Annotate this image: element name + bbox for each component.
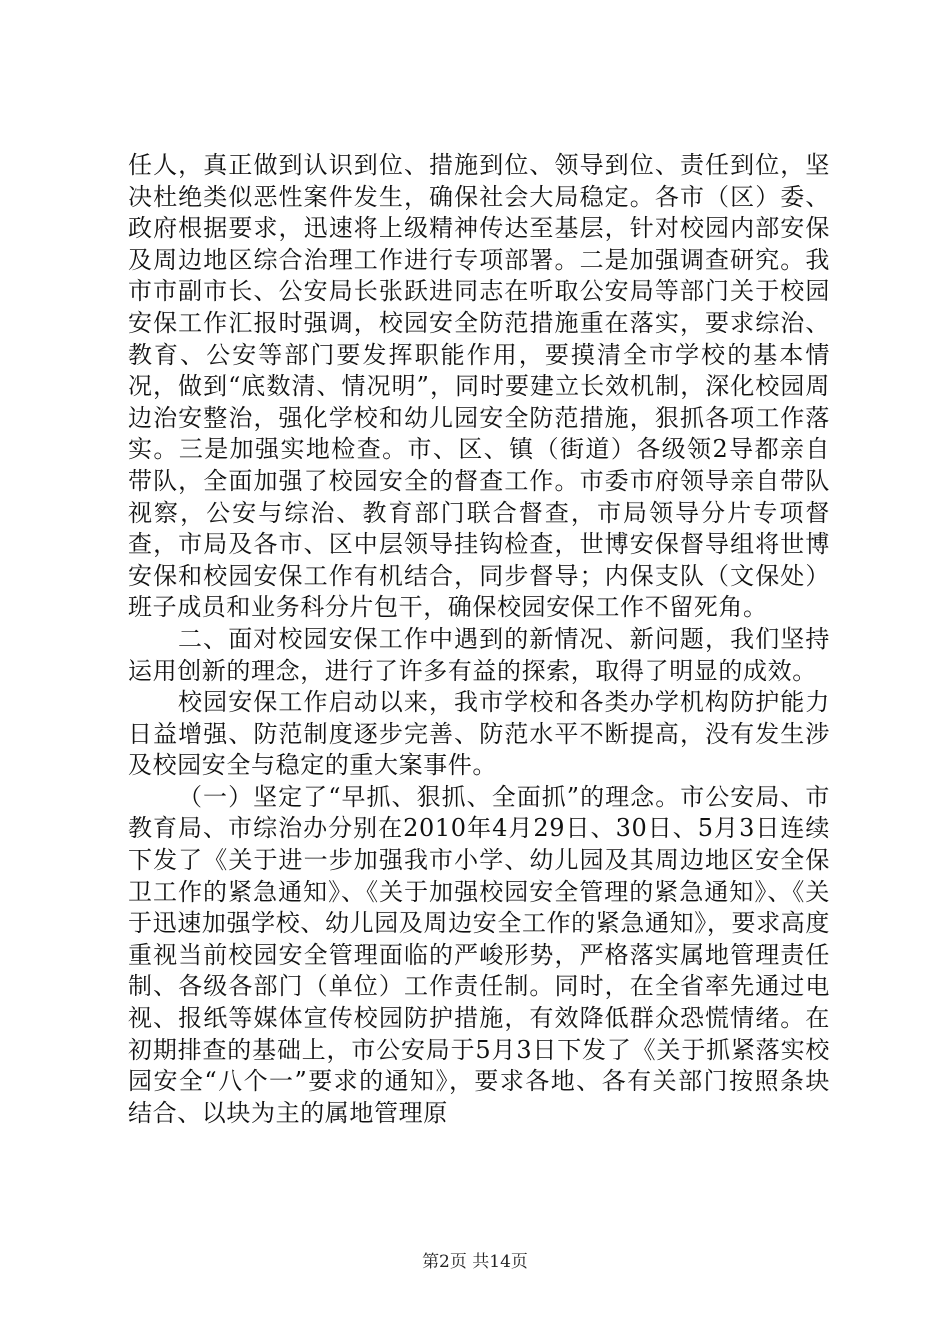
page-number-footer: 第2页 共14页 xyxy=(422,1252,528,1272)
paragraph-continued: 任人，真正做到认识到位、措施到位、领导到位、责任到位，坚决杜绝类似恶性案件发生，确保社会大局稳定。各市（区）委、政府根据要求，迅速将上级精神传达至基层，针对校园内部安保及周边地区综合治理工作进行专项部署。二是加强调查研究。我市市副市长、公安局长张跃进同志在听取公安局等部门关于校园安保工作汇报时强调，校园安全防范措施重在落实，要求综治、教育、公安等部门要发挥职能作用，要摸清全市学校的基本情况，做到“底数清、情况明”，同时要建立长效机制，深化校园周边治安整治，强化学校和幼儿园安全防范措施，狠抓各项工作落实。三是加强实地检查。市、区、镇（街道）各级领2导都亲自带队，全面加强了校园安全的督查工作。市委市府领导亲自带队视察，公安与综治、教育部门联合督查，市局领导分片专项督查，市局及各市、区中层领导挂钩检查，世博安保督导组将世博安保和校园安保工作有机结合，同步督导；内保支队（文保处）班子成员和业务科分片包干，确保校园安保工作不留死角。 xyxy=(128,151,830,622)
paragraph-overview: 校园安保工作启动以来，我市学校和各类办学机构防护能力日益增强、防范制度逐步完善、防范水平不断提高，没有发生涉及校园安全与稳定的重大案事件。 xyxy=(128,688,830,780)
document-body xyxy=(128,150,830,1129)
paragraph-item-one: （一）坚定了“早抓、狠抓、全面抓”的理念。市公安局、市教育局、市综治办分别在2010年4月29日、30日、5月3日连续下发了《关于进一步加强我市小学、幼儿园及其周边地区安全保卫工作的紧急通知》、《关于加强校园安全管理的紧急通知》、《关于迅速加强学校、幼儿园及周边安全工作的紧急通知》，要求高度重视当前校园安全管理面临的严峻形势，严格落实属地管理责任制、各级各部门（单位）工作责任制。同时，在全省率先通过电视、报纸等媒体宣传校园防护措施，有效降低群众恐慌情绪。在初期排查的基础上，市公安局于5月3日下发了《关于抓紧落实校园安全“八个一”要求的通知》，要求各地、各有关部门按照条块结合、以块为主的属地管理原 xyxy=(128,782,830,1127)
paragraph-section-two: 二、面对校园安保工作中遇到的新情况、新问题，我们坚持运用创新的理念，进行了许多有益的探索，取得了明显的成效。 xyxy=(128,624,830,685)
